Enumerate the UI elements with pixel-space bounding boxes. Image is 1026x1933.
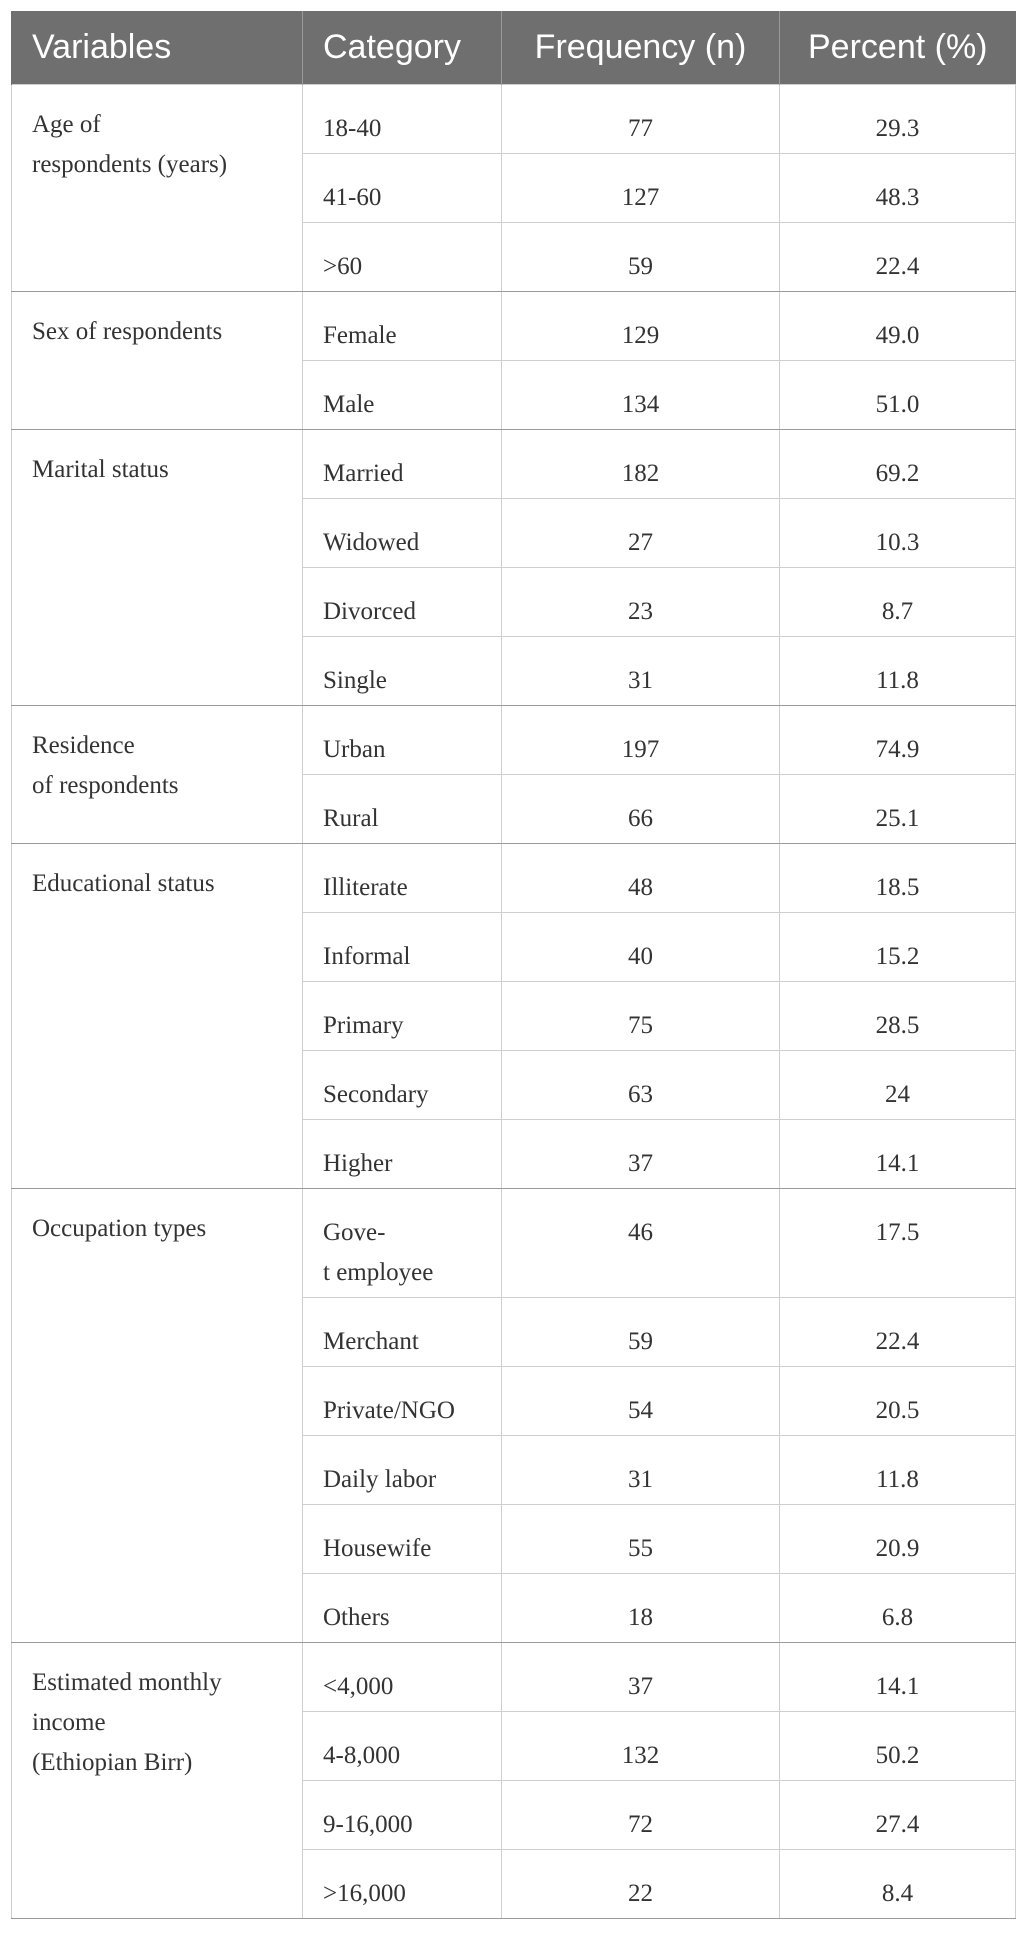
variable-cell: Occupation types xyxy=(12,1189,303,1643)
frequency-cell: 59 xyxy=(502,1298,780,1367)
frequency-cell: 31 xyxy=(502,1436,780,1505)
demographics-table xyxy=(11,11,1016,1919)
category-cell: Primary xyxy=(303,982,502,1051)
frequency-cell: 63 xyxy=(502,1051,780,1120)
frequency-cell: 59 xyxy=(502,223,780,292)
frequency-cell: 48 xyxy=(502,844,780,913)
table-header xyxy=(12,11,1016,85)
frequency-cell: 40 xyxy=(502,913,780,982)
percent-cell: 20.5 xyxy=(780,1367,1016,1436)
header-category: Category xyxy=(303,11,502,85)
category-cell: Daily labor xyxy=(303,1436,502,1505)
category-cell: Divorced xyxy=(303,568,502,637)
percent-cell: 25.1 xyxy=(780,775,1016,844)
frequency-cell: 182 xyxy=(502,430,780,499)
category-cell: 41-60 xyxy=(303,154,502,223)
category-cell: Illiterate xyxy=(303,844,502,913)
table-row xyxy=(12,1189,1016,1298)
category-cell: Higher xyxy=(303,1120,502,1189)
category-cell: Male xyxy=(303,361,502,430)
table-row xyxy=(12,1643,1016,1712)
header-variables: Variables xyxy=(12,11,303,85)
header-frequency: Frequency (n) xyxy=(502,11,780,85)
category-cell: Informal xyxy=(303,913,502,982)
percent-cell: 74.9 xyxy=(780,706,1016,775)
percent-cell: 24 xyxy=(780,1051,1016,1120)
percent-cell: 27.4 xyxy=(780,1781,1016,1850)
frequency-cell: 54 xyxy=(502,1367,780,1436)
demographics-table-container xyxy=(11,11,1015,1919)
category-cell: Others xyxy=(303,1574,502,1643)
percent-cell: 10.3 xyxy=(780,499,1016,568)
table-body xyxy=(12,85,1016,1919)
percent-cell: 14.1 xyxy=(780,1120,1016,1189)
variable-cell: Estimated monthly income (Ethiopian Birr) xyxy=(12,1643,303,1919)
frequency-cell: 197 xyxy=(502,706,780,775)
percent-cell: 48.3 xyxy=(780,154,1016,223)
percent-cell: 50.2 xyxy=(780,1712,1016,1781)
percent-cell: 6.8 xyxy=(780,1574,1016,1643)
frequency-cell: 134 xyxy=(502,361,780,430)
frequency-cell: 77 xyxy=(502,85,780,154)
frequency-cell: 72 xyxy=(502,1781,780,1850)
variable-cell: Sex of respondents xyxy=(12,292,303,430)
percent-cell: 8.4 xyxy=(780,1850,1016,1919)
category-cell: Single xyxy=(303,637,502,706)
category-cell: Housewife xyxy=(303,1505,502,1574)
category-cell: Private/NGO xyxy=(303,1367,502,1436)
table-row xyxy=(12,430,1016,499)
variable-cell: Residence of respondents xyxy=(12,706,303,844)
percent-cell: 11.8 xyxy=(780,1436,1016,1505)
frequency-cell: 66 xyxy=(502,775,780,844)
frequency-cell: 37 xyxy=(502,1643,780,1712)
percent-cell: 17.5 xyxy=(780,1189,1016,1298)
frequency-cell: 75 xyxy=(502,982,780,1051)
frequency-cell: 31 xyxy=(502,637,780,706)
category-cell: 9-16,000 xyxy=(303,1781,502,1850)
percent-cell: 49.0 xyxy=(780,292,1016,361)
frequency-cell: 37 xyxy=(502,1120,780,1189)
frequency-cell: 129 xyxy=(502,292,780,361)
frequency-cell: 55 xyxy=(502,1505,780,1574)
percent-cell: 22.4 xyxy=(780,223,1016,292)
percent-cell: 14.1 xyxy=(780,1643,1016,1712)
category-cell: Merchant xyxy=(303,1298,502,1367)
table-row xyxy=(12,292,1016,361)
variable-cell: Age of respondents (years) xyxy=(12,85,303,292)
table-row xyxy=(12,85,1016,154)
variable-cell: Educational status xyxy=(12,844,303,1189)
category-cell: Married xyxy=(303,430,502,499)
percent-cell: 15.2 xyxy=(780,913,1016,982)
percent-cell: 11.8 xyxy=(780,637,1016,706)
frequency-cell: 46 xyxy=(502,1189,780,1298)
percent-cell: 22.4 xyxy=(780,1298,1016,1367)
percent-cell: 20.9 xyxy=(780,1505,1016,1574)
frequency-cell: 18 xyxy=(502,1574,780,1643)
header-row xyxy=(12,11,1016,85)
variable-cell: Marital status xyxy=(12,430,303,706)
category-cell: <4,000 xyxy=(303,1643,502,1712)
category-cell: Rural xyxy=(303,775,502,844)
category-cell: Gove- t employee xyxy=(303,1189,502,1298)
percent-cell: 51.0 xyxy=(780,361,1016,430)
frequency-cell: 127 xyxy=(502,154,780,223)
percent-cell: 18.5 xyxy=(780,844,1016,913)
category-cell: 4-8,000 xyxy=(303,1712,502,1781)
table-row xyxy=(12,706,1016,775)
percent-cell: 29.3 xyxy=(780,85,1016,154)
frequency-cell: 132 xyxy=(502,1712,780,1781)
percent-cell: 28.5 xyxy=(780,982,1016,1051)
percent-cell: 69.2 xyxy=(780,430,1016,499)
header-percent: Percent (%) xyxy=(780,11,1016,85)
category-cell: Female xyxy=(303,292,502,361)
category-cell: Urban xyxy=(303,706,502,775)
category-cell: Widowed xyxy=(303,499,502,568)
category-cell: Secondary xyxy=(303,1051,502,1120)
category-cell: >16,000 xyxy=(303,1850,502,1919)
table-row xyxy=(12,844,1016,913)
percent-cell: 8.7 xyxy=(780,568,1016,637)
frequency-cell: 22 xyxy=(502,1850,780,1919)
frequency-cell: 23 xyxy=(502,568,780,637)
category-cell: >60 xyxy=(303,223,502,292)
category-cell: 18-40 xyxy=(303,85,502,154)
frequency-cell: 27 xyxy=(502,499,780,568)
